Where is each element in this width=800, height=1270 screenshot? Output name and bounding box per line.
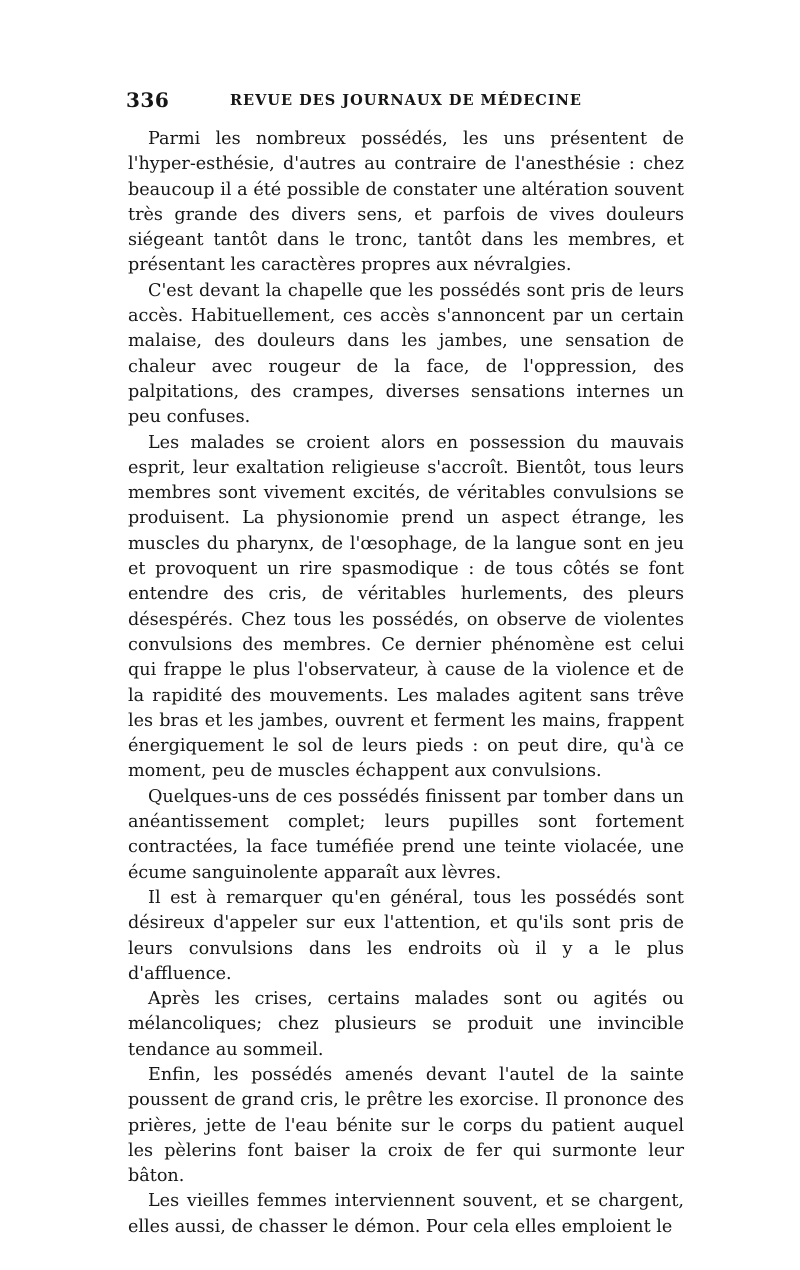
body-text (128, 127, 684, 1240)
paragraph: Après les crises, certains malades sont ou agités ou mélancoliques; chez plusieurs se produit une invincible tendance au sommeil. (128, 989, 684, 1060)
paragraph: Les vieilles femmes interviennent souvent, et se chargent, elles aussi, de chasser le démon. Pour cela elles emploient le (128, 1191, 684, 1237)
paragraph: Quelques-uns de ces possédés finissent par tomber dans un anéantissement complet; leurs pupilles sont fortement contractées, la face tuméfiée prend une teinte violacée, une écume sanguinolente apparaît aux lèvres. (128, 786, 684, 883)
paragraph: Il est à remarquer qu'en général, tous les possédés sont désireux d'appeler sur eux l'attention, et qu'ils sont pris de leurs convulsions dans les endroits où il y a le plus d'affluence. (128, 887, 684, 984)
paragraph: Les malades se croient alors en possession du mauvais esprit, leur exaltation religieuse s'accroît. Bientôt, tous leurs membres sont vivement excités, de véritables convulsions se produisent. La physionomie prend un aspect étrange, les muscles du pharynx, de l'œsophage, de la langue sont en jeu et provoquent un rire spasmodique : de tous côtés se font entendre des cris, de véritables hurlements, des pleurs désespérés. Chez tous les possédés, on observe de violentes convulsions des membres. Ce dernier phénomène est celui qui frappe le plus l'observateur, à cause de la violence et de la rapidité des mouvements. Les malades agitent sans trêve les bras et les jambes, ouvrent et ferment les mains, frappent énergiquement le sol de leurs pieds : on peut dire, qu'à ce moment, peu de muscles échappent aux convulsions. (128, 432, 684, 782)
paragraph: C'est devant la chapelle que les possédés sont pris de leurs accès. Habituellement, ces accès s'annoncent par un certain malaise, des douleurs dans les jambes, une sensation de chaleur avec rougeur de la face, de l'oppression, des palpitations, des crampes, diverses sensations internes un peu confuses. (128, 280, 684, 428)
paragraph: Enfin, les possédés amenés devant l'autel de la sainte poussent de grand cris, le prêtre les exorcise. Il prononce des prières, jette de l'eau bénite sur le corps du patient auquel les pèlerins font baiser la croix de fer qui surmonte leur bâton. (128, 1064, 684, 1187)
page-number: 336 (126, 88, 170, 112)
page-header (126, 88, 686, 118)
paragraph: Parmi les nombreux possédés, les uns présentent de l'hyper-esthésie, d'autres au contraire de l'anesthésie : chez beaucoup il a été possible de constater une altération souvent très grande des divers sens, et parfois de vives douleurs siégeant tantôt dans le tronc, tantôt dans les membres, et présentant les caractères propres aux névralgies. (128, 129, 684, 276)
running-title: REVUE DES JOURNAUX DE MÉDECINE (230, 92, 582, 109)
